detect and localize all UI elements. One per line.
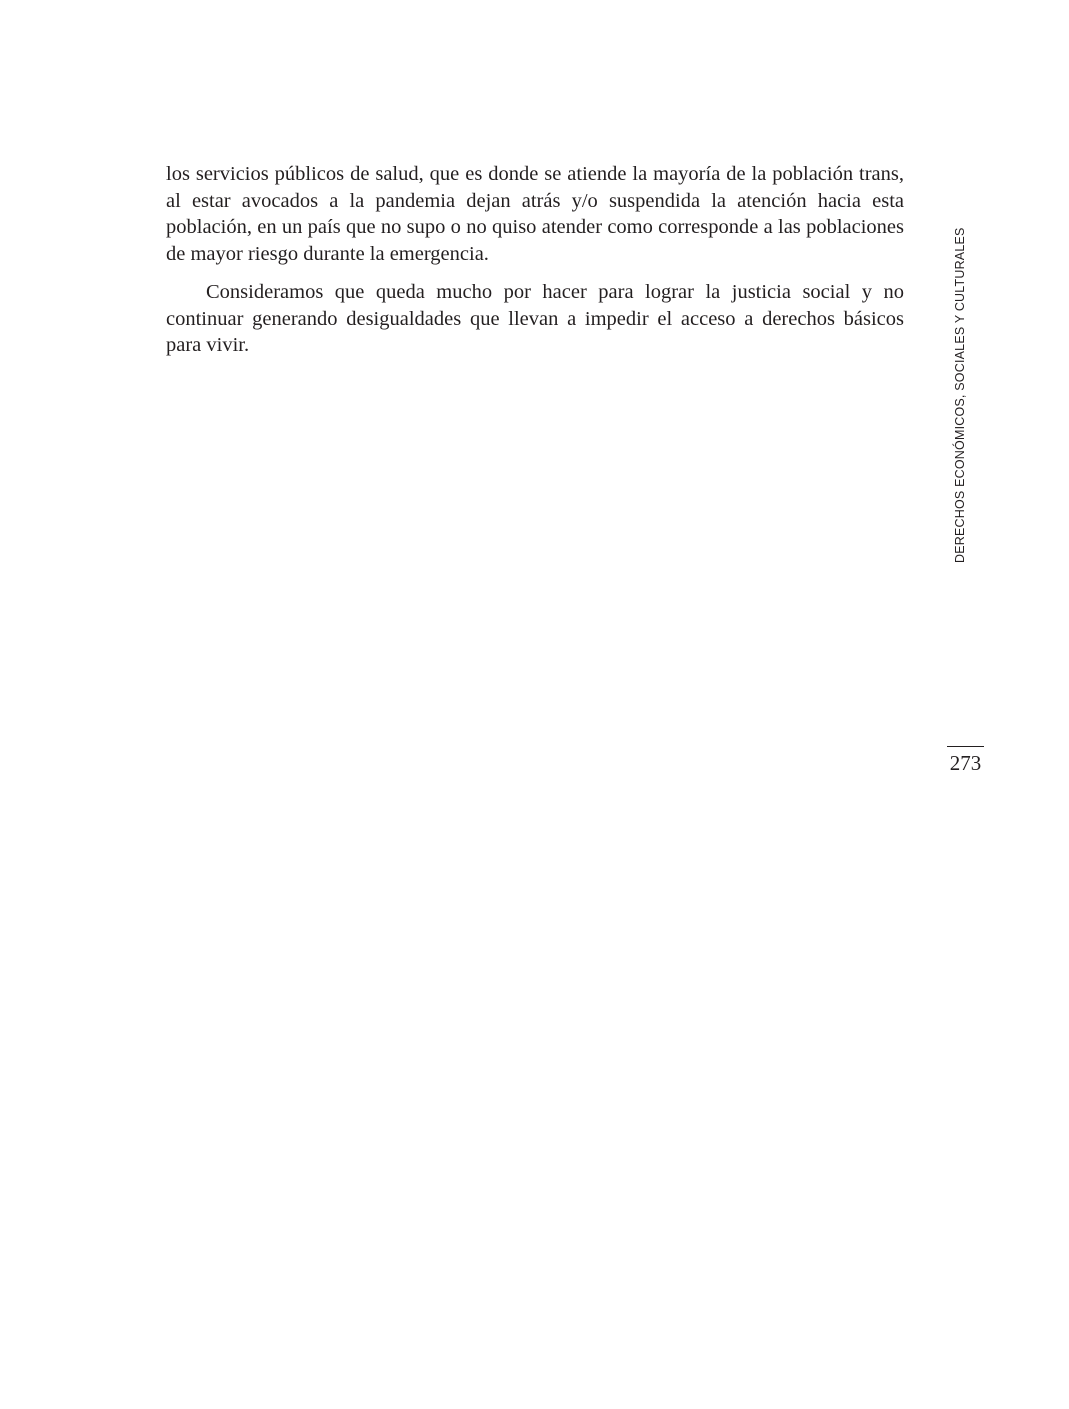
paragraph-conclusion: Consideramos que queda mucho por hacer para lograr la justicia social y no continuar generando desigualdades que llevan a impedir el acceso a derechos básicos para vivir. [166, 281, 904, 356]
body-text [166, 161, 904, 371]
paragraph-continued: los servicios públicos de salud, que es donde se atiende la mayoría de la población trans, al estar avocados a la pandemia dejan atrás y/o suspendida la atención hacia esta población, en un país que no supo o no quiso atender como corresponde a las poblaciones de mayor riesgo durante la emergencia. [166, 163, 904, 265]
page-number-rule [947, 746, 984, 747]
page-number: 273 [949, 751, 982, 775]
running-section-title: DERECHOS ECONÓMICOS, SOCIALES Y CULTURALES [953, 227, 967, 563]
